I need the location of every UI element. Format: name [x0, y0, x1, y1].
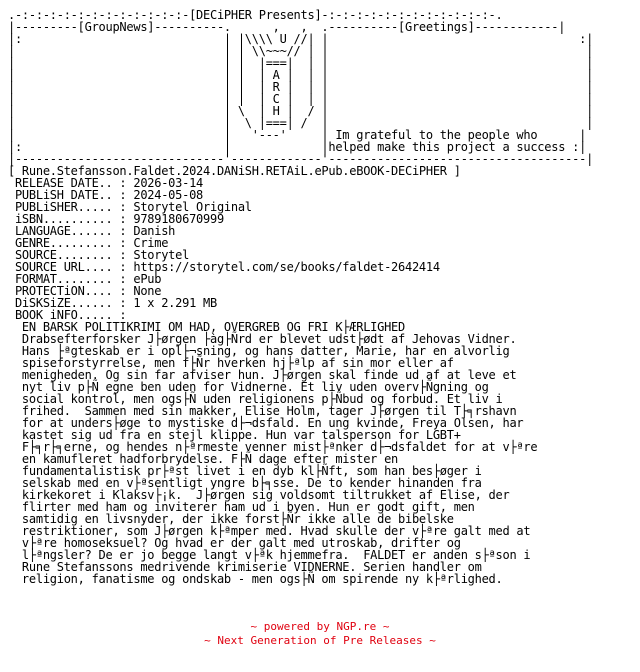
nfo-line: flirter med ham og inviterer ham ud i byen. Hun er godt gift, men: [8, 500, 475, 514]
nfo-line: selskab med en v├ªsentligt yngre b├╕sse. De to kender hinanden fra: [8, 476, 482, 490]
nfo-line: nyt liv p├Ñ egne ben uden for Vidnerne. Et liv uden overv├Ñgning og: [8, 380, 489, 394]
nfo-line: l├ªngsler? De er jo begge langt v├ªk hjemmefra. FALDET er anden s├ªson i: [8, 548, 531, 562]
nfo-line: samtidig en livsnyder, der ikke forst├Ñr ikke alle de bibelske: [8, 512, 454, 526]
nfo-line: fundamentalistisk pr├ªst livet i en dyb kl├Ñft, som han bes├øger i: [8, 464, 482, 478]
nfo-line: |---------[GroupNews]----------. , , .----------[Greetings]------------|: [8, 20, 566, 34]
nfo-line: LANGUAGE...... : Danish: [8, 224, 176, 238]
nfo-line: FORMAT........ : ePub: [8, 272, 162, 286]
nfo-line: Drabsefterforsker J├ørgen ├àg├Ñrd er blevet udst├ødt af Jehovas Vidner.: [8, 332, 517, 346]
nfo-line: social kontrol, men ogs├Ñ uden religionens p├Ñbud og forbud. Et liv i: [8, 392, 503, 406]
nfo-line: DiSKSiZE...... : 1 x 2.291 MB: [8, 296, 217, 310]
nfo-line: | | | | A | | | |: [8, 68, 594, 82]
nfo-line: PUBLiSH DATE.. : 2024-05-08: [8, 188, 204, 202]
nfo-line: menigheden. Og sin far afviser hun. J├ørgen skal finde ud af at leve et: [8, 368, 517, 382]
nfo-line: v├ªre homoseksuel? Og hvad er der galt med utroskab, drifter og: [8, 536, 461, 550]
nfo-line: iSBN.......... : 9789180670999: [8, 212, 224, 226]
powered-by-line: ~ powered by NGP.re ~: [250, 620, 390, 633]
nfo-line: kirkekoret i Klaksv├¡k. J├ørgen sig voldsomt tiltrukket af Elise, der: [8, 488, 510, 502]
nfo-line: | | | |===| | | |: [8, 56, 594, 70]
nfo-line: .-:-:-:-:-:-:-:-:-:-:-:-:-[DECiPHER Presents]-:-:-:-:-:-:-:-:-:-:-:-:-.: [8, 8, 503, 22]
nfo-line: en kamufleret hadforbrydelse. F├Ñ dage efter mister en: [8, 452, 399, 466]
nfo-line: PUBLiSHER..... : Storytel Original: [8, 200, 252, 214]
tagline-line: ~ Next Generation of Pre Releases ~: [204, 634, 436, 647]
nfo-line: | | | | C | | | |: [8, 92, 594, 106]
nfo-line: SOURCE........ : Storytel: [8, 248, 190, 262]
nfo-line: PROTECTiON.... : None: [8, 284, 162, 298]
nfo-line: GENRE......... : Crime: [8, 236, 169, 250]
nfo-line: Hans ├ªgteskab er i opl├¬sning, og hans datter, Marie, har en alvorlig: [8, 344, 510, 358]
nfo-line: F├╕r├╕erne, og hendes n├ªrmeste venner mist├ªnker d├¬dsfaldet for at v├ªre: [8, 440, 538, 454]
nfo-line: frihed. Sammen med sin makker, Elise Holm, tager J├ørgen til T├╕rshavn: [8, 404, 517, 418]
nfo-line: spiseforstyrrelse, men f├Ñr hverken hj├ªlp af sin mor eller af: [8, 356, 454, 370]
nfo-line: |------------------------------'-------------'-------------------------------------|: [8, 152, 594, 166]
nfo-line: | | | \\~~~// | | |: [8, 44, 594, 58]
nfo-line: restriktioner, som J├ørgen k├ªmper med. Hvad skulle der v├ªre galt med at: [8, 524, 531, 538]
nfo-line: Rune Stefanssons medrivende krimiserie VIDNERNE. Serien handler om: [8, 560, 482, 574]
nfo-line: |: | |helped make this project a success :|: [8, 140, 587, 154]
nfo-line: | | | | R | | | |: [8, 80, 594, 94]
nfo-line: | | \ | H | / | |: [8, 104, 594, 118]
nfo-line: [ Rune.Stefansson.Faldet.2024.DANiSH.RETAiL.ePub.eBOOK-DECiPHER ]: [8, 164, 461, 178]
nfo-line: religion, fanatisme og ondskab - men ogs├Ñ om spirende ny k├ªrlighed.: [8, 572, 503, 586]
nfo-line: | | \ |===| / | |: [8, 116, 594, 130]
nfo-line: BOOK iNFO..... :: [8, 308, 127, 322]
nfo-line: for at unders├øge to mystiske d├¬dsfald. En ung kvinde, Freya Olsen, har: [8, 416, 524, 430]
nfo-text-block: [8, 9, 593, 585]
nfo-line: EN BARSK POLITIKRIMI OM HAD, OVERGREB OG FRI K├ÆRLIGHED: [8, 320, 405, 334]
nfo-line: SOURCE URL.... : https://storytel.com/se/books/faldet-2642414: [8, 260, 440, 274]
nfo-line: kastet sig ud fra en stejl klippe. Hun var talsperson for LGBT+: [8, 428, 461, 442]
nfo-line: |: | |\\\\ U //| | :|: [8, 32, 594, 46]
nfo-line: RELEASE DATE.. : 2026-03-14: [8, 176, 204, 190]
nfo-line: | | '---' | Im grateful to the people who |: [8, 128, 587, 142]
